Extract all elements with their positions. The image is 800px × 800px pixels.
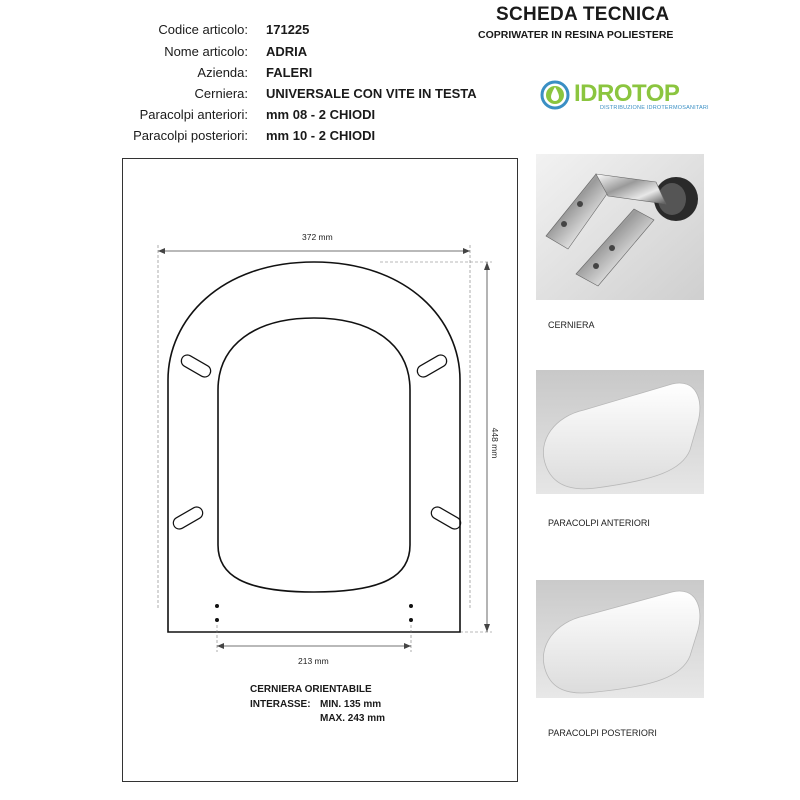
hinge-photo-caption: CERNIERA [548,320,595,330]
page-title: SCHEDA TECNICA [496,4,670,25]
spec-label-rear-bumpers: Paracolpi posteriori: [133,128,248,143]
hinge-note-interasse-label: INTERASSE: [250,699,311,710]
spec-value-rear-bumpers: mm 10 - 2 CHIODI [266,128,376,143]
spec-value-company: FALERI [266,65,313,80]
logo-drop-icon [540,80,570,115]
hinge-note-min: MIN. 135 mm [320,699,382,710]
spec-value-name: ADRIA [266,44,308,59]
spec-label-name: Nome articolo: [164,44,248,59]
hinge-photo [536,154,704,300]
spec-label-company: Azienda: [197,65,248,80]
page-subtitle: COPRIWATER IN RESINA POLIESTERE [478,29,674,41]
hinge-spacing-label: 213 mm [298,656,329,666]
spec-label-front-bumpers: Paracolpi anteriori: [139,107,248,122]
front-bumper-caption: PARACOLPI ANTERIORI [548,518,650,528]
height-dimension-label: 448 mm [490,427,500,459]
hinge-note-title: CERNIERA ORIENTABILE [250,684,372,695]
spec-value-front-bumpers: mm 08 - 2 CHIODI [266,107,376,122]
spec-label-hinge: Cerniera: [194,86,248,101]
front-bumper-photo [536,370,704,494]
logo-tagline: DISTRIBUZIONE IDROTERMOSANITARI [600,105,709,111]
spec-label-code: Codice articolo: [158,22,248,37]
width-dimension-label: 372 mm [302,232,333,242]
hinge-note-max: MAX. 243 mm [320,713,386,724]
rear-bumper-photo [536,580,704,698]
spec-value-hinge: UNIVERSALE CON VITE IN TESTA [266,86,477,101]
rear-bumper-caption: PARACOLPI POSTERIORI [548,728,657,738]
logo-wordmark: IDROTOP [574,80,680,107]
spec-value-code: 171225 [266,22,310,37]
